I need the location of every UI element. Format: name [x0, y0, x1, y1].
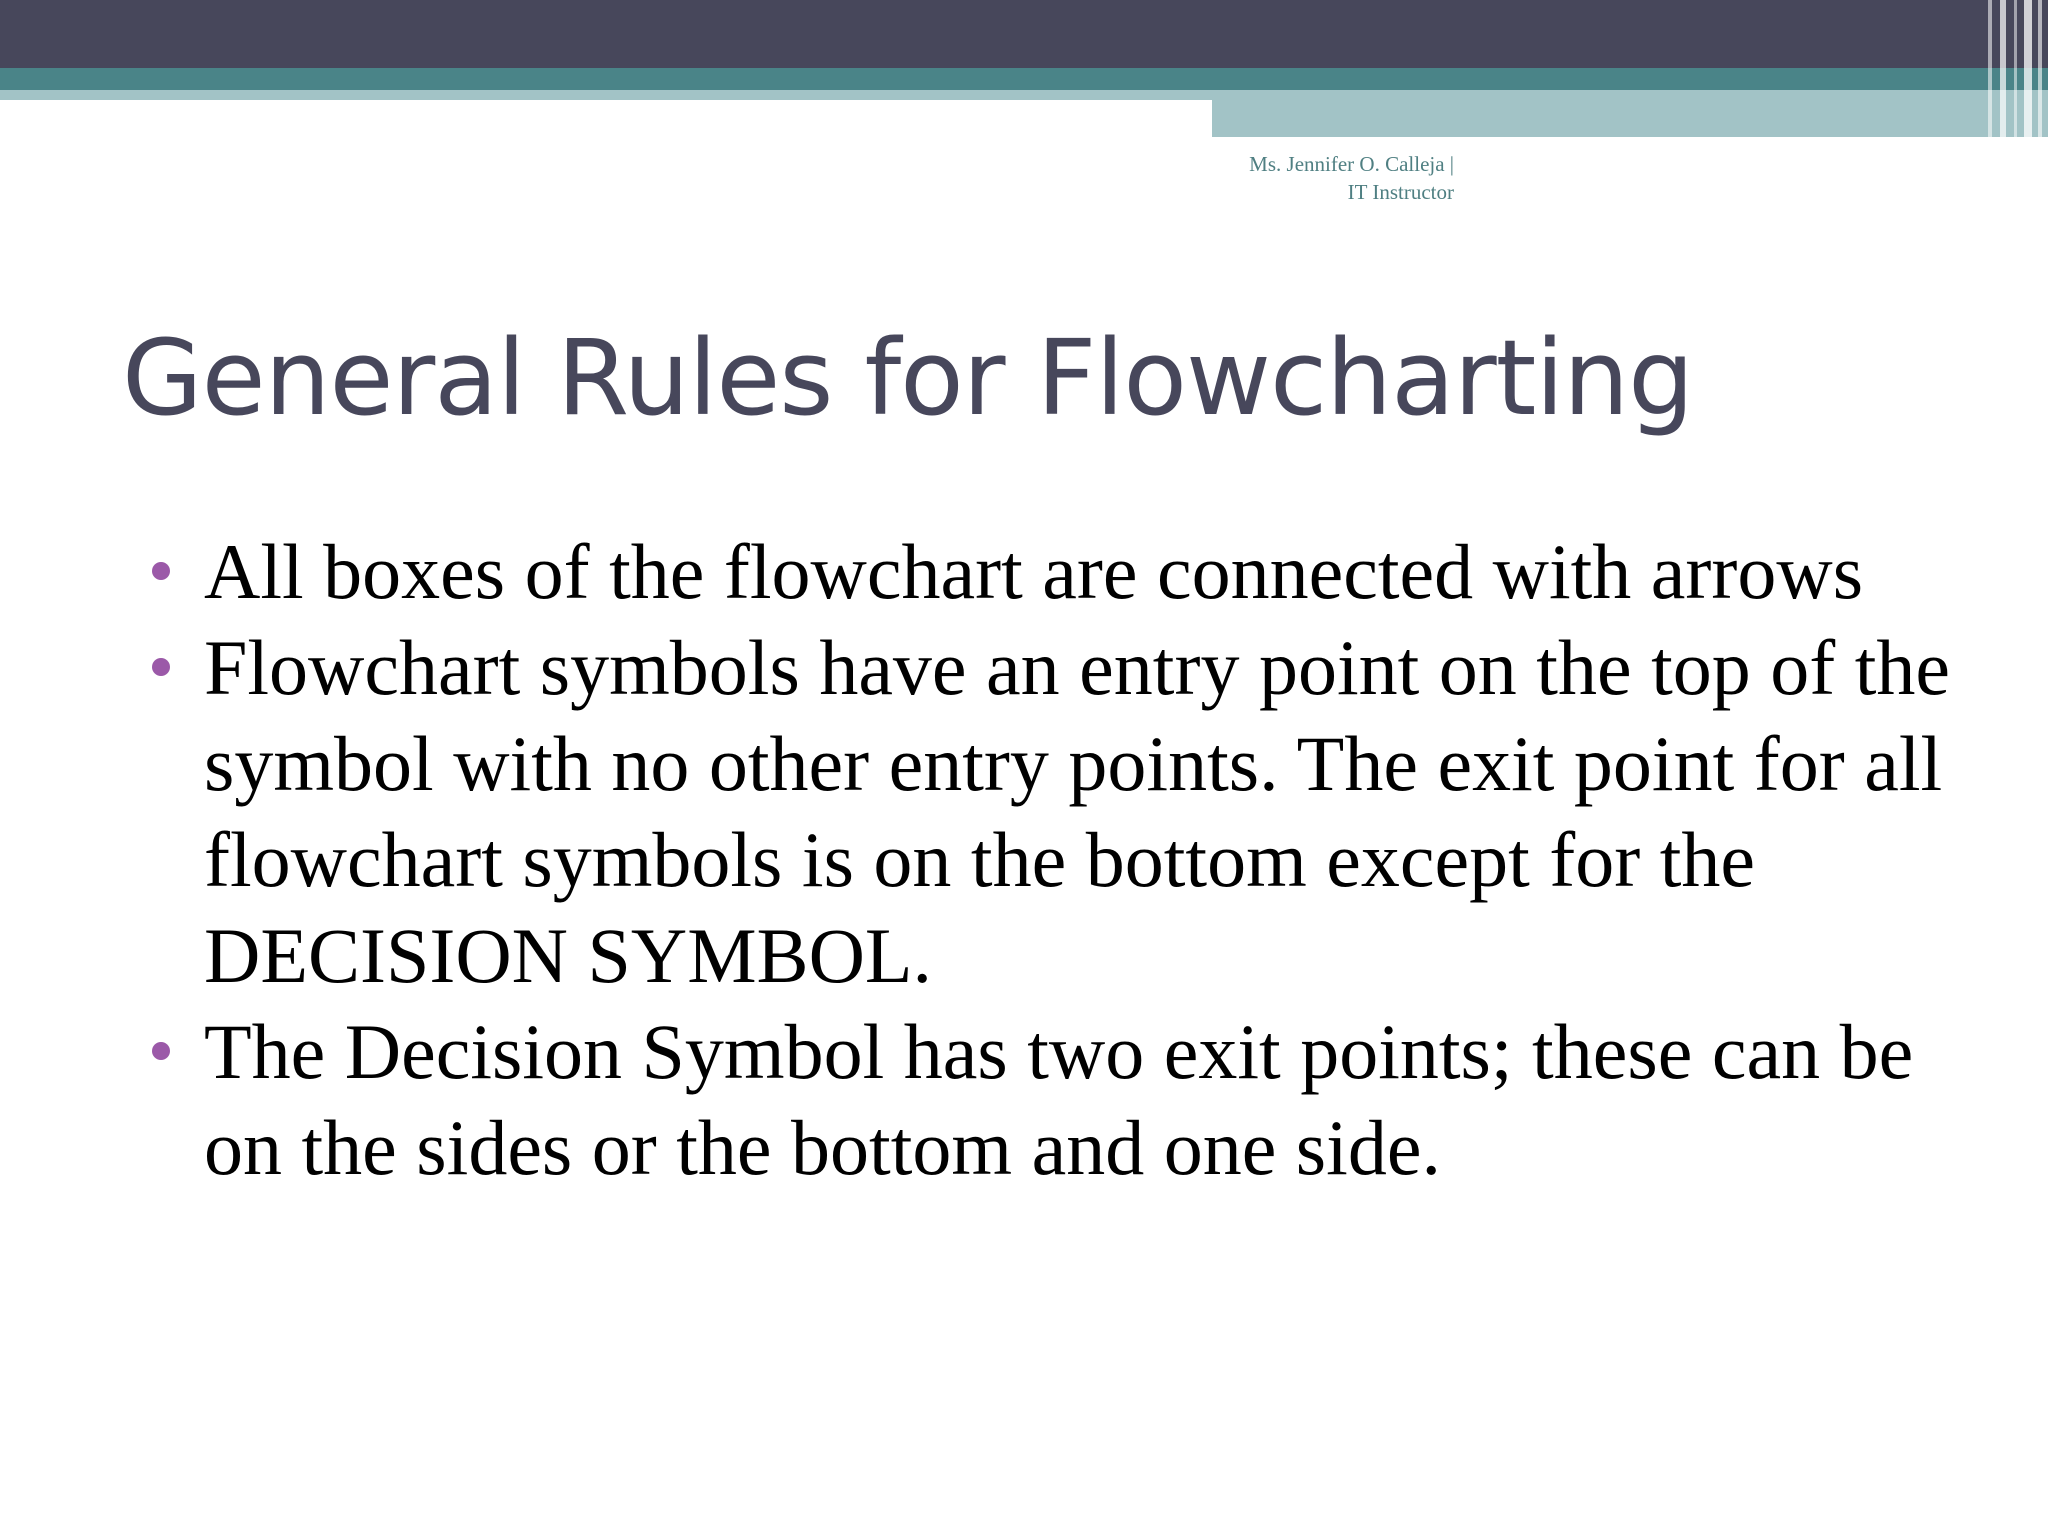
bullet-text: All boxes of the flowchart are connected with arrows [204, 528, 1864, 615]
header-light-bar-left [0, 90, 1212, 100]
bullet-dot-icon [152, 658, 170, 676]
slide-title: General Rules for Flowcharting [122, 317, 1694, 439]
bullet-text: The Decision Symbol has two exit points; these can be on the sides or the bottom and one side. [204, 1008, 1914, 1191]
bullet-item [148, 524, 1998, 620]
header-light-bar-right [1212, 90, 2048, 137]
bullet-text: Flowchart symbols have an entry point on the top of the symbol with no other entry points. The exit point for all flowchart symbols is on the bottom except for the DECISION SYMBOL. [204, 624, 1951, 999]
bullet-item [148, 620, 1998, 1004]
author-name: Ms. Jennifer O. Calleja | [1249, 152, 1454, 176]
bullet-dot-icon [152, 1042, 170, 1060]
bullet-list [148, 524, 1998, 1196]
header-teal-bar [0, 68, 2048, 90]
author-credit [1160, 150, 1454, 206]
decorative-stripes [1978, 0, 2048, 137]
author-role: IT Instructor [1347, 180, 1454, 204]
bullet-item [148, 1004, 1998, 1196]
header-dark-bar [0, 0, 2048, 68]
bullet-dot-icon [152, 562, 170, 580]
